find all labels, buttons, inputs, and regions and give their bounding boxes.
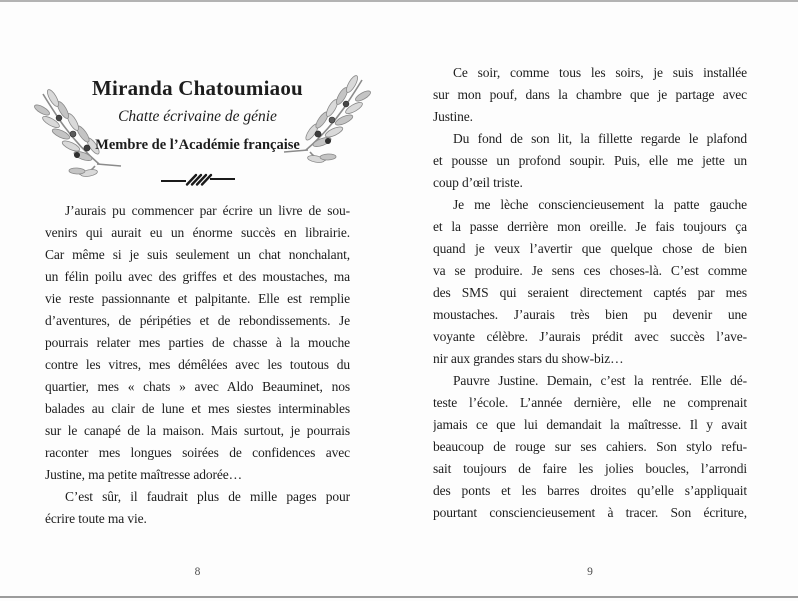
text-line: J’aurais pu commencer par écrire un livre de sou- [65, 203, 350, 218]
text-line: vie reste passionnante et palpitante. Elle est remplie [45, 291, 350, 306]
bottom-edge-rule [0, 596, 798, 598]
text-line: voyante célèbre. J’aurais prédit avec succès l’ave- [433, 329, 747, 344]
text-line: Du fond de son lit, la fillette regarde le plafond [453, 131, 747, 146]
text-line: quartier, mes « chats » avec Aldo Beauminet, nos [45, 379, 350, 394]
text-line: des SMS qui seraient directement captés par mes [433, 285, 747, 300]
paragraph [433, 194, 747, 370]
text-line: sur le canapé de la maison. Mais surtout, je pourrais [45, 423, 350, 438]
text-line: beaucoup de rouge sur ses cahiers. Son stylo refu- [433, 439, 747, 454]
paragraph [433, 62, 747, 128]
paragraph [45, 200, 350, 486]
text-line: et la passe derrière mon oreille. Je fais toujours ça [433, 219, 747, 234]
text-line: contre les vitres, mes démêlées avec les toutous du [45, 357, 350, 372]
text-line: raconter mes longues soirées de confidences avec [45, 445, 350, 460]
text-line: sait toujours de faire les jolies boucles, l’arrondi [433, 461, 747, 476]
text-line: d’aventures, de péripéties et de rebondissements. Je [45, 313, 350, 328]
text-line: sur mon pouf, dans la chambre que je partage avec [433, 87, 747, 102]
paragraph [433, 370, 747, 524]
left-page-text [45, 200, 350, 530]
text-line: et pousse un profond soupir. Puis, elle me jette un [433, 153, 747, 168]
text-line: venirs qui aurait eu un énorme succès en librairie. [45, 225, 350, 240]
paragraph [433, 128, 747, 194]
author-role: Chatte écrivaine de génie [118, 108, 277, 125]
text-line: un félin poilu avec des griffes et des moustaches, ma [45, 269, 350, 284]
author-name: Miranda Chatoumiaou [92, 76, 303, 100]
text-line: coup d’œil triste. [433, 175, 523, 190]
text-line: Justine. [433, 109, 473, 124]
text-line: moustaches. J’aurais très bien pu devenir une [433, 307, 747, 322]
text-line: des ponts et les barres droites qu’elle s’appliquait [433, 483, 747, 498]
text-line: C’est sûr, il faudrait plus de mille pages pour [65, 489, 350, 504]
text-line: Pauvre Justine. Demain, c’est la rentrée. Elle dé- [453, 373, 747, 388]
paragraph [45, 486, 350, 530]
page-number-left: 8 [194, 566, 201, 578]
author-affiliation: Membre de l’Académie française [95, 137, 300, 153]
text-line: Justine, ma petite maîtresse adorée… [45, 467, 242, 482]
left-page [45, 0, 350, 601]
text-line: pourtant consciencieusement à tracer. Son écriture, [433, 505, 747, 520]
text-line: écrire toute ma vie. [45, 511, 147, 526]
text-line: Car même si je suis seulement un chat nonchalant, [45, 247, 350, 262]
rope-twist-divider-icon [159, 171, 237, 189]
text-line: nir aux grandes stars du show-biz… [433, 351, 624, 366]
text-line: jamais ce que lui demandait la maîtresse. Il y avait [433, 417, 747, 432]
text-line: Je me lèche consciencieusement la patte gauche [453, 197, 747, 212]
text-line: pourrais relater mes parties de chasse à la mouche [45, 335, 350, 350]
text-line: balades au clair de lune et mes siestes interminables [45, 401, 350, 416]
page-number-right: 9 [587, 566, 593, 578]
right-page [433, 0, 747, 601]
text-line: va se produire. Je sens ces choses-là. C’est comme [433, 263, 747, 278]
text-line: teste l’école. L’année dernière, elle ne comprenait [433, 395, 747, 410]
text-line: Ce soir, comme tous les soirs, je suis installée [453, 65, 747, 80]
right-page-text [433, 62, 747, 524]
text-line: quand je veux l’avertir que quelque chose de bien [433, 241, 747, 256]
